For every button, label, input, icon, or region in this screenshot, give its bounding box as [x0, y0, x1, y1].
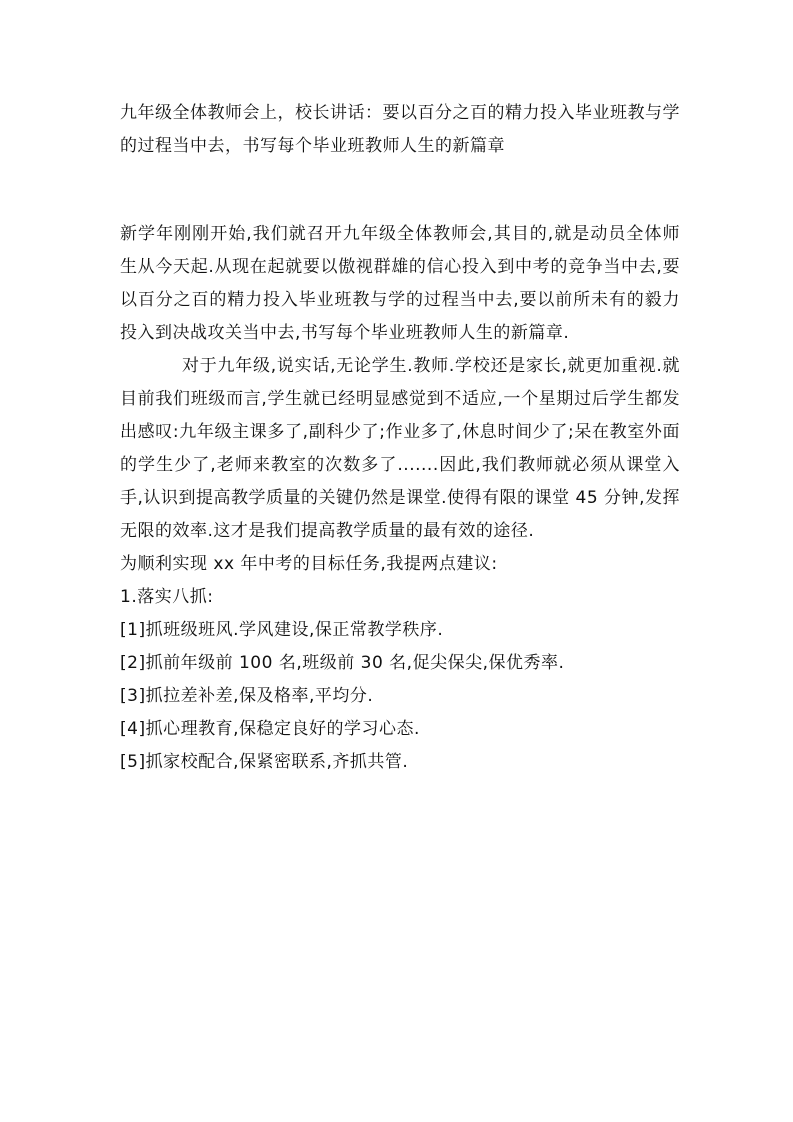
- list-item: [1]抓班级班风.学风建设,保正常教学秩序.: [120, 620, 444, 640]
- list-item: [5]抓家校配合,保紧密联系,齐抓共管.: [120, 752, 409, 772]
- list-item: [3]抓拉差补差,保及格率,平均分.: [120, 686, 374, 706]
- section-heading: 1.落实八抓:: [120, 587, 214, 607]
- paragraph-ninth-grade: 对于九年级,说实话,无论学生.教师.学校还是家长,就更加重视.就目前我们班级而言,学生就已经明显感觉到不适应,一个星期过后学生都发出感叹:九年级主课多了,副科少了;作业多了,休息时间少了;呆在教室外面的学生少了,老师来教室的次数多了.......因此,我们教师就必须从课堂入手,认识到提高教学质量的关键仍然是课堂.使得有限的课堂 45 分钟,发挥无限的效率.这才是我们提高教学质量的最有效的途径.: [120, 356, 680, 541]
- document-body: [120, 97, 680, 779]
- document-title: 九年级全体教师会上，校长讲话：要以百分之百的精力投入毕业班教与学的过程当中去，书写每个毕业班教师人生的新篇章: [120, 103, 680, 156]
- list-item: [4]抓心理教育,保稳定良好的学习心态.: [120, 719, 420, 739]
- paragraph-opening: 新学年刚刚开始,我们就召开九年级全体教师会,其目的,就是动员全体师生从今天起.从现在起就要以傲视群雄的信心投入到中考的竞争当中去,要以百分之百的精力投入毕业班教与学的过程当中去,要以前所未有的毅力投入到决战攻关当中去,书写每个毕业班教师人生的新篇章.: [120, 224, 680, 343]
- suggestions-intro: 为顺利实现 xx 年中考的目标任务,我提两点建议:: [120, 554, 498, 574]
- list-item: [2]抓前年级前 100 名,班级前 30 名,促尖保尖,保优秀率.: [120, 653, 565, 673]
